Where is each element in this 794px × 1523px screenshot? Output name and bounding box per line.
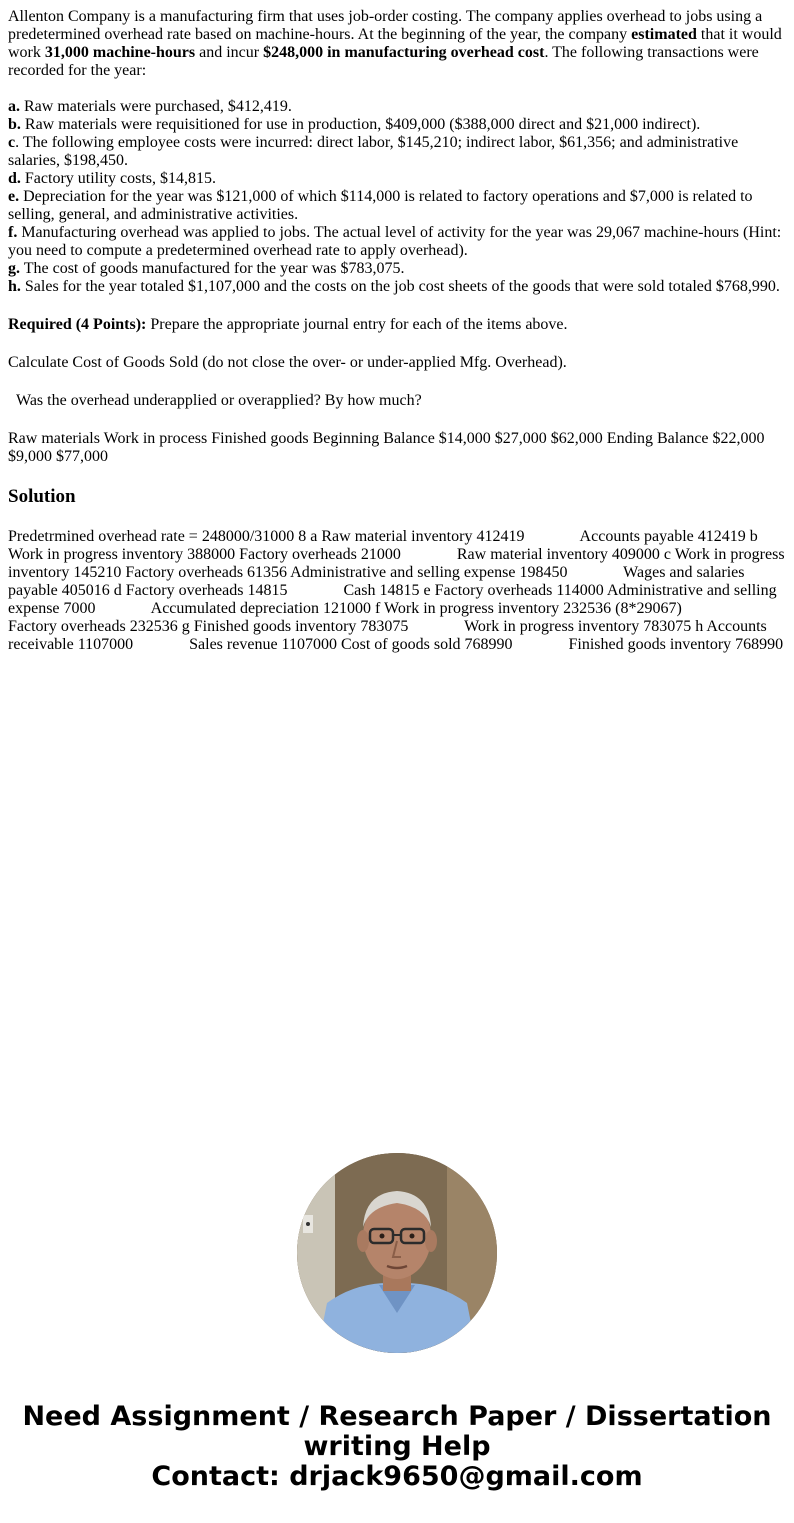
required-paragraph: Required (4 Points): Prepare the appropriate journal entry for each of the items above. (8, 316, 568, 333)
balances-paragraph: Raw materials Work in process Finished goods Beginning Balance $14,000 $27,000 $62,000 Ending Balance $22,000 $9,000 $77,000 (8, 430, 765, 465)
cogs-question: Calculate Cost of Goods Sold (do not close the over- or under-applied Mfg. Overhead). (8, 354, 567, 371)
promo-banner (0, 1402, 794, 1492)
transaction-item-b: b. Raw materials were requisitioned for use in production, $409,000 ($388,000 direct and $21,000 indirect). (8, 116, 701, 133)
author-photo (297, 1153, 497, 1353)
transaction-list (8, 98, 786, 296)
overhead-question: Was the overhead underapplied or overapplied? By how much? (16, 392, 422, 409)
transaction-item-a: a. Raw materials were purchased, $412,419. (8, 98, 292, 115)
document-body (8, 8, 789, 654)
author-photo-image (297, 1153, 497, 1353)
promo-line-2: writing Help (303, 1431, 491, 1462)
transaction-item-c: c. The following employee costs were incurred: direct labor, $145,210; indirect labor, $61,356; and administrative salaries, $198,450. (8, 134, 739, 169)
promo-line-1: Need Assignment / Research Paper / Dissertation (22, 1401, 772, 1432)
solution-heading: Solution (8, 486, 76, 507)
solution-text: Predetrmined overhead rate = 248000/31000 8 a Raw material inventory 412419 Accounts payable 412419 b Work in progress inventory 388000 Factory overheads 21000 Raw material inventory 409000 c Work in progress inventory 145210 Factory overheads 61356 Administrative and selling expense 198450 Wages and salaries payable 405016 d Factory overheads 14815 Cash 14815 e Factory overheads 114000 Administrative and selling expense 7000 Accumulated depreciation 121000 f Work in progress inventory 232536 (8*29067) Factory overheads 232536 g Finished goods inventory 783075 Work in progress inventory 783075 h Accounts receivable 1107000 Sales revenue 1107000 Cost of goods sold 768990 Finished goods inventory 768990 (8, 528, 789, 653)
transaction-item-g: g. The cost of goods manufactured for the year was $783,075. (8, 260, 405, 277)
intro-paragraph: Allenton Company is a manufacturing firm that uses job-order costing. The company applies overhead to jobs using a predetermined overhead rate based on machine-hours. At the beginning of the year, the company estimated that it would work 31,000 machine-hours and incur $248,000 in manufacturing overhead cost. The following transactions were recorded for the year: (8, 8, 782, 79)
transaction-item-d: d. Factory utility costs, $14,815. (8, 170, 217, 187)
transaction-item-h: h. Sales for the year totaled $1,107,000 and the costs on the job cost sheets of the goods that were sold totaled $768,990. (8, 278, 780, 295)
transaction-item-f: f. Manufacturing overhead was applied to jobs. The actual level of activity for the year was 29,067 machine-hours (Hint: you need to compute a predetermined overhead rate to apply overhead). (8, 224, 782, 259)
promo-contact: Contact: drjack9650@gmail.com (151, 1461, 643, 1492)
transaction-item-e: e. Depreciation for the year was $121,000 of which $114,000 is related to factory operations and $7,000 is related to selling, general, and administrative activities. (8, 188, 753, 223)
